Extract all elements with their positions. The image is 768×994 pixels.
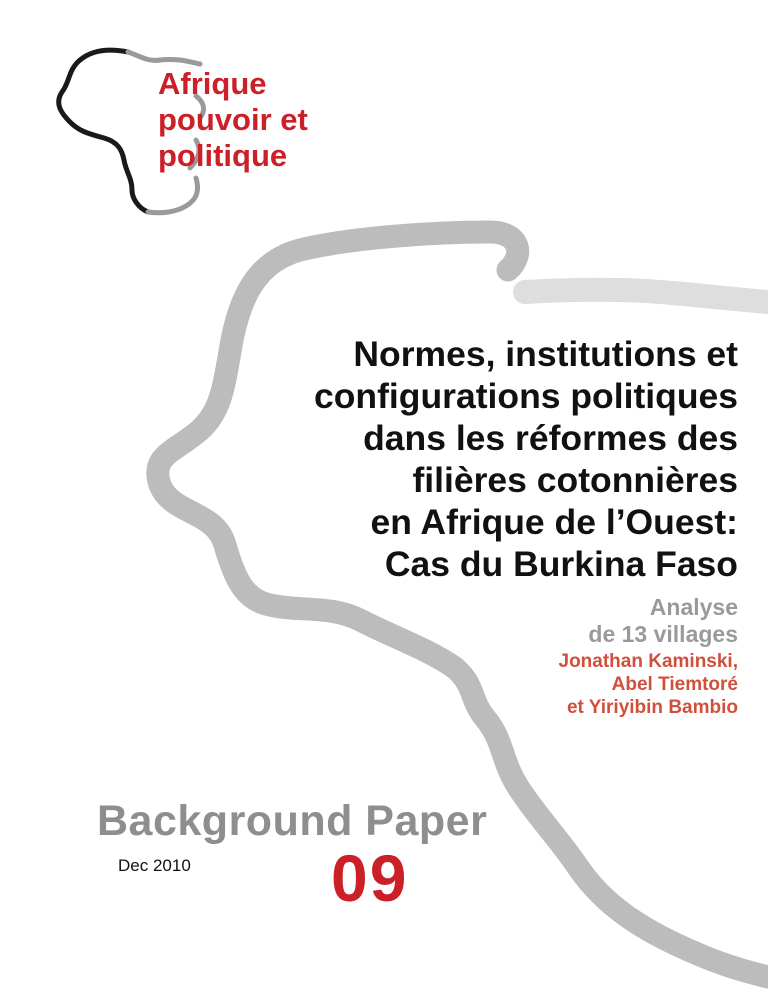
- title-line-3: dans les réformes des: [363, 418, 738, 458]
- series-label: Background Paper: [97, 797, 488, 845]
- title-line-2: configurations politiques: [313, 376, 738, 416]
- africa-outline-dark: [59, 50, 148, 212]
- author-line-3: et Yiriyibin Bambio: [566, 697, 738, 718]
- author-line-2: Abel Tiemtoré: [611, 674, 738, 695]
- title-line-4: filières cotonnières: [412, 460, 738, 500]
- authors: [559, 650, 739, 719]
- document-title: [278, 333, 738, 585]
- subtitle-line-2: de 13 villages: [588, 621, 738, 647]
- logo-wordmark: [158, 66, 308, 174]
- title-line-1: Normes, institutions et: [353, 334, 738, 374]
- title-line-6: Cas du Burkina Faso: [384, 544, 738, 584]
- document-subtitle: [588, 594, 738, 648]
- africa-outline-grey-top: [128, 52, 200, 64]
- logo-line-2: pouvoir et: [158, 102, 308, 137]
- author-line-1: Jonathan Kaminski,: [558, 651, 738, 672]
- logo-line-3: politique: [158, 138, 288, 173]
- paper-number: 09: [331, 841, 409, 915]
- publication-date: Dec 2010: [118, 856, 191, 875]
- subtitle-line-1: Analyse: [649, 594, 738, 620]
- logo-line-1: Afrique: [158, 66, 267, 101]
- light-grey-band-shape: [525, 290, 768, 302]
- title-line-5: en Afrique de l’Ouest:: [370, 502, 738, 542]
